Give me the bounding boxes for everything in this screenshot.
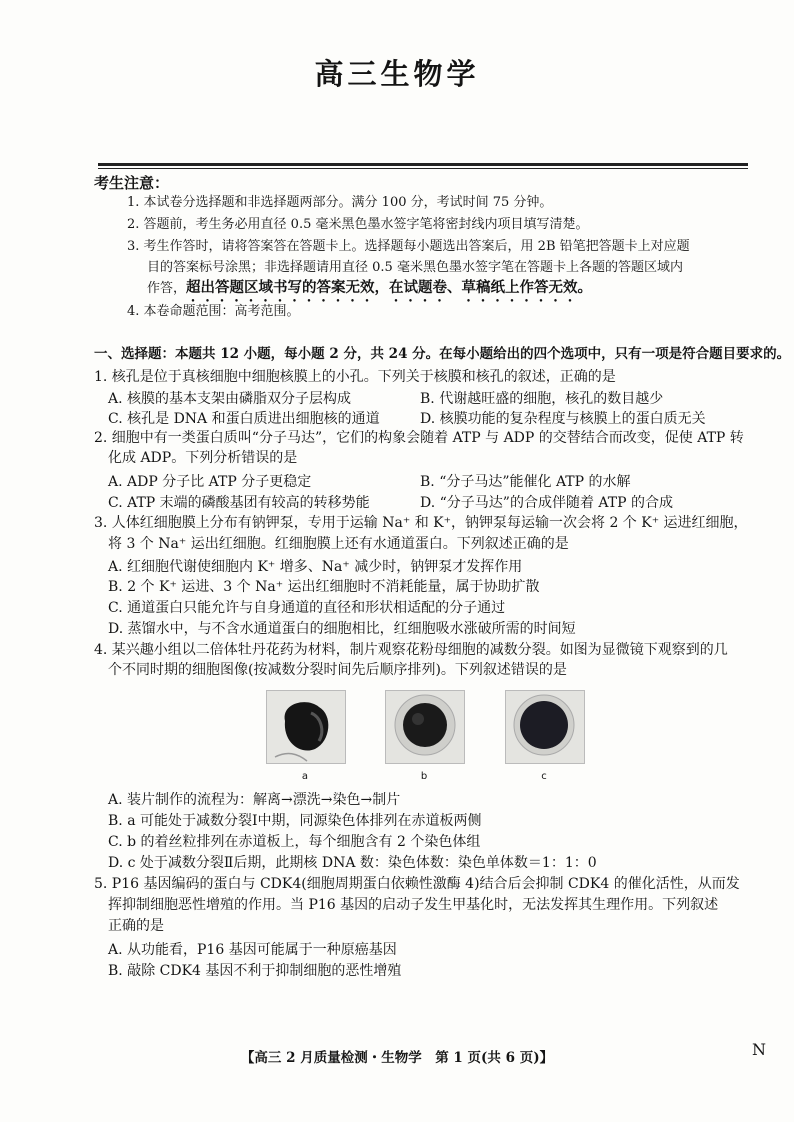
q3-option-b: B. 2 个 K⁺ 运进、3 个 Na⁺ 运出红细胞时不消耗能量，属于协助扩散	[108, 579, 540, 595]
notice-item-last-line	[147, 278, 592, 305]
section-heading: 一、选择题：本题共 12 小题，每小题 2 分，共 24 分。在每小题给出的四个选项中，只有一项是符合题目要求的。	[94, 346, 791, 362]
q2-stem-cont: 化成 ADP。下列分析错误的是	[108, 450, 298, 466]
micrograph-label-c: c	[541, 771, 547, 782]
notice-item: 目的答案标号涂黑；非选择题请用直径 0.5 毫米黑色墨水签字笔在答题卡上各题的答题区域内	[147, 260, 683, 275]
q5-option-b: B. 敲除 CDK4 基因不利于抑制细胞的恶性增殖	[108, 963, 402, 979]
q5-option-a: A. 从功能看，P16 基因可能属于一种原癌基因	[108, 942, 397, 958]
notice-item: 1. 本试卷分选择题和非选择题两部分。满分 100 分，考试时间 75 分钟。	[127, 195, 553, 210]
q5-stem-cont: 挥抑制细胞恶性增殖的作用。当 P16 基因的启动子发生甲基化时，无法发挥其生理作用。下列叙述	[108, 897, 719, 913]
notice-heading: 考生注意：	[94, 174, 170, 192]
q4-option-c: C. b 的着丝粒排列在赤道板上，每个细胞含有 2 个染色体组	[108, 834, 481, 850]
corner-mark: N	[752, 1040, 766, 1059]
micrograph-label-a: a	[301, 771, 309, 782]
header-rule	[98, 163, 748, 166]
q1-option-a: A. 核膜的基本支架由磷脂双分子层构成	[108, 391, 352, 407]
micrograph-a	[266, 690, 346, 764]
q3-option-c: C. 通道蛋白只能允许与自身通道的直径和形状相适配的分子通过	[108, 600, 506, 616]
micrograph-c	[505, 690, 585, 764]
q4-option-b: B. a 可能处于减数分裂Ⅰ中期，同源染色体排列在赤道板两侧	[108, 813, 482, 829]
page-title: 高三生物学	[314, 57, 480, 91]
q2-option-d: D. “分子马达”的合成伴随着 ATP 的合成	[420, 495, 673, 511]
q4-stem: 4. 某兴趣小组以二倍体牡丹花药为材料，制片观察花粉母细胞的减数分裂。如图为显微镜下观察到的几	[94, 642, 728, 658]
notice-emphasis: 超出答题区域书写的答案无效，在试题卷、草稿纸上作答无效。	[186, 279, 593, 296]
q1-option-b: B. 代谢越旺盛的细胞，核孔的数目越少	[420, 391, 664, 407]
q1-option-d: D. 核膜功能的复杂程度与核膜上的蛋白质无关	[420, 411, 706, 427]
q3-option-d: D. 蒸馏水中，与不含水通道蛋白的细胞相比，红细胞吸水涨破所需的时间短	[108, 621, 576, 637]
micrograph-b	[385, 690, 465, 764]
page-footer: 【高三 2 月质量检测・生物学 第 1 页(共 6 页)】	[240, 1050, 554, 1066]
q4-option-d: D. c 处于减数分裂Ⅱ后期，此期核 DNA 数：染色体数：染色单体数＝1：1：0	[108, 855, 597, 871]
notice-item: 4. 本卷命题范围：高考范围。	[127, 304, 300, 319]
q3-option-a: A. 红细胞代谢使细胞内 K⁺ 增多、Na⁺ 减少时，钠钾泵才发挥作用	[108, 559, 523, 575]
q2-option-a: A. ADP 分子比 ATP 分子更稳定	[108, 474, 312, 490]
q2-option-c: C. ATP 末端的磷酸基团有较高的转移势能	[108, 495, 370, 511]
header-rule-thin	[98, 168, 748, 169]
q3-stem-cont: 将 3 个 Na⁺ 运出红细胞。红细胞膜上还有水通道蛋白。下列叙述正确的是	[108, 536, 569, 552]
q4-option-a: A. 装片制作的流程为：解离→漂洗→染色→制片	[108, 792, 401, 808]
q5-stem: 5. P16 基因编码的蛋白与 CDK4(细胞周期蛋白依赖性激酶 4)结合后会抑制 CDK4 的催化活性，从而发	[94, 876, 740, 892]
q1-stem: 1. 核孔是位于真核细胞中细胞核膜上的小孔。下列关于核膜和核孔的叙述，正确的是	[94, 369, 616, 385]
q4-stem-cont: 个不同时期的细胞图像(按减数分裂时间先后顺序排列)。下列叙述错误的是	[108, 662, 567, 678]
notice-text: 作答，	[147, 281, 187, 296]
notice-item: 2. 答题前，考生务必用直径 0.5 毫米黑色墨水签字笔将密封线内项目填写清楚。	[127, 217, 589, 232]
q3-stem: 3. 人体红细胞膜上分布有钠钾泵，专用于运输 Na⁺ 和 K⁺，钠钾泵每运输一次会将 2 个 K⁺ 运进红细胞，	[94, 515, 748, 531]
q1-option-c: C. 核孔是 DNA 和蛋白质进出细胞核的通道	[108, 411, 380, 427]
q2-option-b: B. “分子马达”能催化 ATP 的水解	[420, 474, 631, 490]
q2-stem: 2. 细胞中有一类蛋白质叫“分子马达”，它们的构象会随着 ATP 与 ADP 的交替结合而改变，促使 ATP 转	[94, 430, 744, 446]
micrograph-label-b: b	[420, 771, 428, 782]
q5-stem-cont2: 正确的是	[108, 918, 164, 934]
notice-item: 3. 考生作答时，请将答案答在答题卡上。选择题每小题选出答案后，用 2B 铅笔把答题卡上对应题	[127, 239, 690, 254]
